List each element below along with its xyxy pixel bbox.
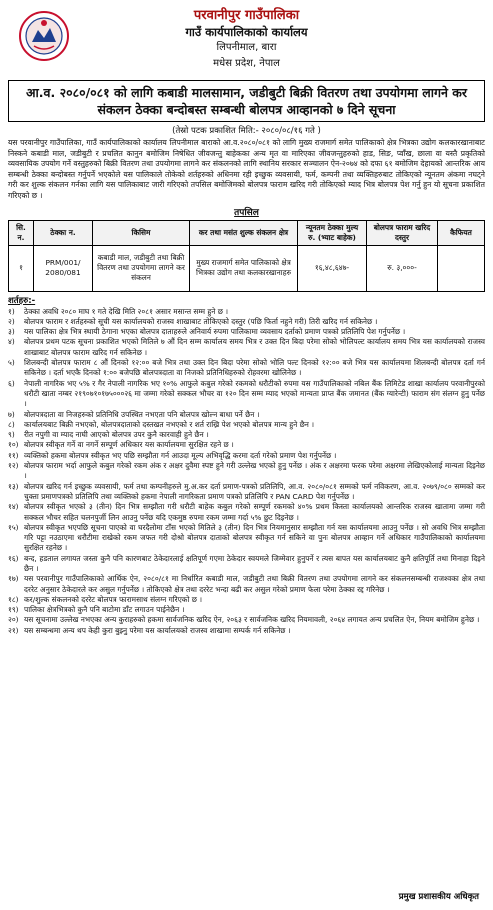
- cell-form-fee: रु. ३,०००-: [367, 245, 438, 291]
- cell-min-amount: १६,४८,६४७-: [298, 245, 367, 291]
- publish-date: (तेस्रो पटक प्रकाशित मिति:- २०८०/०८/१६ गते ): [172, 126, 321, 136]
- term-number: ५): [8, 358, 15, 368]
- col-contract-no-header: ठेक्का न.: [34, 220, 93, 245]
- tender-table: [8, 220, 485, 292]
- list-item: [8, 461, 485, 482]
- list-item: [8, 482, 485, 503]
- term-number: १८): [8, 594, 19, 604]
- signature-block: प्रमुख प्रशासकीय अधिकृत: [398, 892, 479, 902]
- term-number: १७): [8, 574, 19, 584]
- list-item: [8, 420, 485, 430]
- office-header: [8, 6, 485, 78]
- list-item: [8, 605, 485, 615]
- list-item: [8, 327, 485, 337]
- term-number: १): [8, 306, 15, 316]
- term-number: १४): [8, 502, 19, 512]
- term-number: ६): [8, 378, 15, 388]
- term-text: बोलपत्र खरिद गर्न इच्छुक व्यवसायी, फर्म तथा कम्पनीहरुले मु.अ.कर दर्ता प्रमाण-पत्रको प्रतिलिपि, आ.व. २०८०/०८१ सम्मको फर्म नविकरण, आ.व. २०७९/०८० सम्मको कर चुक्ता प्रमाणपत्रको प्रतिलिपि तथा व्यक्तिको हकमा नेपाली नागरिकता प्रमाण पत्रको प्रतिलिपि र PAN CARD पेश गर्नुपर्नेछ ।: [24, 481, 485, 501]
- cell-sn: १: [9, 245, 34, 291]
- term-text: व्यक्तिको हकमा बोलपत्र स्वीकृत भए पछि सम्झौता गर्न आउदा मूल्य अभिवृद्धि करमा दर्ता गरेको प्रमाण पेश गर्नुपर्नेछ ।: [24, 450, 337, 460]
- term-text: बोलपत्रदाता वा निजहरुको प्रतिनिधि उपस्थित नभएता पनि बोलपत्र खोल्न बाधा पर्ने छैन ।: [24, 409, 260, 419]
- cell-remarks: [438, 245, 485, 291]
- term-text: कार्यालयबाट बिक्री नभएको, बोलपत्रदाताको दस्तखत नभएको र शर्त राख्रि पेश भएको बोलपत्र मान्य हुने छैन ।: [24, 419, 315, 429]
- municipality-name: परवानीपुर गाउँपालिका: [193, 8, 300, 23]
- list-item: [8, 307, 485, 317]
- list-item: [8, 615, 485, 625]
- term-number: २): [8, 316, 15, 326]
- term-text: बोलपत्र स्वीकृत गर्ने वा नगर्ने सम्पूर्ण अधिकार यस कार्यालयमा सुरक्षित रहने छ ।: [24, 440, 234, 450]
- term-text: पालिका क्षेत्रभित्रको कुनै पनि बाटोमा डाँट लगाउन पाईनेछैन ।: [24, 605, 185, 615]
- nepal-government-emblem: [18, 10, 70, 62]
- terms-list: [8, 307, 485, 637]
- term-text: बोलपत्र फाराम भर्दा आफुले कबुल गरेको रकम अंक र अक्षर दुवैमा स्पष्ट हुने गरी उल्लेख भएको हुनु पर्नेछ । अंक र अक्षरमा फरक परेमा अक्षरमा लेखिएकोलाई मान्यता दिइनेछ ।: [24, 461, 485, 481]
- term-text: बोलपत्र स्वीकृत भएको ३ (तीन) दिन भित्र सम्झौता गरी धरौटी बाहेक कबुल गरेको सम्पूर्ण रकमको ४०% प्रथम किस्ता कार्यालयको आन्तरिक राजस्व खातामा जम्मा गरी सक्कल भौचर सहित चलनपुर्जी लिन आउनु पर्नेछ यदि एकमुष्ठ रुपमा रकम जम्मा गर्दा ५% छुट दिइनेछ ।: [24, 502, 485, 522]
- term-text: बोलपत्र फाराम र शर्तहरुको सूची यस कार्यालयको राजस्व शाखाबाट तोकिएको दस्तुर (पछि फिर्ता नहुने गरी) तिरी खरिद गर्न सकिनेछ ।: [24, 316, 378, 326]
- cell-type: कबाडी माल, जडीबुटी तथा बिक्री वितरण तथा उपयोगमा लागने कर संकलन: [93, 245, 190, 291]
- term-text: यस पालिका क्षेत्र भित्र स्थायी ठेगाना भएका बोलपत्र दाताहरुले अनिवार्य रुपमा पालिकामा व्यवसाय दर्ताको प्रमाण पत्रको प्रतिलिपि पेश गर्नुपर्नेछ ।: [24, 327, 406, 337]
- col-form-fee-header: बोलपत्र फाराम खरिद दस्तुर: [367, 220, 438, 245]
- term-number: ९): [8, 430, 15, 440]
- term-text: कर/शुल्क संकलनको दररेट बोलपत्र फारामसाथ संलग्न गरिएको छ ।: [24, 594, 203, 604]
- term-text: यस सम्बन्धमा अन्य थप केही कुरा बुझ्नु परेमा यस कार्यालयको राजस्व शाखामा सम्पर्क गर्न सकिनेछ ।: [24, 625, 291, 635]
- term-text: रीत नपुगी वा म्याद नाघी आएको बोलपत्र उपर कुनै कारवाही हुने छैन ।: [24, 430, 209, 440]
- list-item: [8, 317, 485, 327]
- intro-paragraph: यस परवानीपुर गाउँपालिका, गाउँ कार्यपालिकाको कार्यालय लिपनीमाल बाराको आ.व.२०८०/०८१ को लागि मुख्य राजमार्ग समेत पालिकाको क्षेत्र भित्रका उद्योग कलकारखानाबाट निस्कने कबाडी माल, जडीबुटी र प्रचलित कानुन बमोजिम निषेधित जीवजन्तु बाहेकका अन्य मृत वा मारिएका जीवजन्तुहरुको हाड, सिङ, प्वाँख, छाला वा यस्तै प्रकृतिको व्यवसायिक उपयोग गर्ने वस्तुहरुको बिक्री वितरण तथा उपयोगमा लागने कर संकलनको लागि स्थानिय सरकार सञ्चालन ऐन-२०७४ को दफा ६१ बमोजिम देहायको आन्तरिक आय सम्बन्धी ठेक्का बन्दोबस्त गर्नुपर्ने भएकोले यस पालिकाले तोकेको शर्तहरुको अधिनमा रही इच्छुक व्यवसायी, फर्म, कम्पनी तथा व्यक्तिहरुबाट तोकिएको न्यूनतम अंकमा नघट्ने गरी कर शुल्क संकलन गर्नका लागि यस पालिकाबाट जारी गरिएको तपसिल बमोजिमको बोलपत्र फाराम खरिद गरी तोकिएको म्याद भित्र बोलपत्र पेश गर्नु हुन यो सूचना प्रकाशित गरिएको छ ।: [8, 138, 485, 200]
- list-item: [8, 410, 485, 420]
- list-item: [8, 574, 485, 595]
- term-text: यस परवानीपुर गाउँपालिकाको आर्थिक ऐन, २०८०/८१ मा निर्धारित कबाडी माल, जडीबुटी तथा बिक्री वितरण तथा उपयोगमा लागने कर संकलनसम्बन्धी राजश्वका क्षेत्र तथा दररेट अनुसार ठेकेदारले कर असुल गर्नुपर्नेछ । तोकिएको क्षेत्र तथा दररेट भन्दा बढी कर असुल गरेको प्रमाण फेला परेमा ठेक्का रद्द गरिनेछ ।: [24, 574, 485, 594]
- term-number: १३): [8, 481, 19, 491]
- province-country: मधेस प्रदेश, नेपाल: [213, 58, 280, 69]
- list-item: [8, 379, 485, 410]
- list-item: [8, 523, 485, 554]
- schedule-title: तपसिल: [234, 207, 259, 218]
- term-number: ३): [8, 327, 15, 337]
- col-remarks-header: कैफियत: [438, 220, 485, 245]
- list-item: [8, 451, 485, 461]
- col-type-header: किसिम: [93, 220, 190, 245]
- term-text: यस सूचनामा उल्लेख नभएका अन्य कुराहरुको हकमा सार्वजनिक खरिद ऐन, २०६३ र सार्वजनिक खरिद नियमावली, २०६४ लगायत अन्य प्रचलित ऐन, नियम बमोजिम हुनेछ ।: [24, 615, 480, 625]
- term-text: शिलबन्दी बोलपत्र फाराम ८ औं दिनको १२:०० बजे भित्र तथा उक्त दिन बिदा परेमा सोको भोलि पल्ट दिनको १२:०० बजे भित्र यस कार्यालयमा शिलबन्दी बोलपत्र दर्ता गर्न सकिनेछ । दर्ता भएकै दिनको १:०० बजेपछि बोलपत्रदाता वा निजको प्रतिनिधिहरुको रोहवरमा खोलिनेछ ।: [24, 358, 485, 378]
- table-row: [9, 245, 485, 291]
- list-item: [8, 358, 485, 379]
- col-sn-header: सि. न.: [9, 220, 34, 245]
- term-number: ४): [8, 337, 15, 347]
- office-name: गाउँ कार्यपालिकाको कार्यालय: [185, 25, 308, 39]
- term-number: १९): [8, 605, 19, 615]
- term-number: १०): [8, 440, 19, 450]
- list-item: [8, 337, 485, 358]
- term-number: ११): [8, 450, 19, 460]
- term-number: १५): [8, 522, 19, 532]
- list-item: [8, 595, 485, 605]
- notice-title: आ.व. २०८०/०८१ को लागि कबाडी मालसामान, जडीबुटी बिक्री वितरण तथा उपयोगमा लागने कर संकलन ठेक्का बन्दोबस्त सम्बन्धी बोलपत्र आव्हानको ७ दिने सूचना: [8, 80, 485, 122]
- term-text: बोलपत्र स्वीकृत भएपछि सूचना पाएको वा घरदैलोमा टाँस भएको मितिले ३ (तीन) दिन भित्र नियमानुसार सम्झौता गर्न यस कार्यालयमा आउनु पर्नेछ । सो अवधि भित्र सम्झौता गरि पट्टा नउठाएमा धरौटीमा राखेको रकम जफत गरी दोश्रो बोलपत्र दाताको बोलपत्र स्वीकृत गर्न सकिने वा पुनः बोलपत्र आव्हान गर्ने अधिकार गाउँपालिकाको कार्यालयमा सुरक्षित रहनेछ ।: [24, 522, 485, 553]
- term-number: १६): [8, 553, 19, 563]
- term-number: २०): [8, 615, 19, 625]
- list-item: [8, 502, 485, 523]
- col-area-header: कर तथा मसंत शुल्क संकलन क्षेत्र: [190, 220, 298, 245]
- term-number: ८): [8, 419, 15, 429]
- office-location: लिपनीमाल, बारा: [216, 42, 277, 53]
- list-item: [8, 430, 485, 440]
- term-number: १२): [8, 461, 19, 471]
- cell-area: मुख्य राजमार्ग समेत पालिकाको क्षेत्र भित्रका उद्योग तथा कलकारखानाहरु: [190, 245, 298, 291]
- list-item: [8, 626, 485, 636]
- term-text: नेपाली नागरिक भए ५% र गैर नेपाली नागरिक भए १०% आफुले कबुल गरेको रकमको धरौटीको रुपमा यस गाउँपालिकाको नबिल बैंक लिमिटेड शाखा कार्यालय परवानीपुरको धरौटी खाता नम्बर २१९०७१०१७५०००२६ मा जम्मा गरेको सक्कल भौचर वा १२० दिन सम्म म्याद भएको मान्यता प्राप्त बैंक जमानत (बैंक ग्यारेन्टी) फाराम संग संलग्न हुनु पर्नेछ ।: [24, 378, 485, 409]
- list-item: [8, 440, 485, 450]
- cell-contract-no: PRM/001/ 2080/081: [34, 245, 93, 291]
- list-item: [8, 554, 485, 575]
- table-header-row: [9, 220, 485, 245]
- term-number: ७): [8, 409, 15, 419]
- terms-title: शर्तहरु:-: [8, 295, 36, 306]
- term-text: ठेक्का अवधि २०८० माघ १ गते देखि मिति २०८१ असार मसान्त सम्म हुने छ ।: [24, 306, 229, 316]
- term-text: बन्द, हडताल लगायत जस्ता कुनै पनि कारणबाट ठेकेदारलाई क्षतिपूर्ण गएमा ठेकेदार स्वयमले जिम्मेवार हुनुपर्ने र त्यस बापत यस कार्यालयबाट कुनै क्षतिपूर्ति तथा मिनाहा दिइने छैन ।: [24, 553, 485, 573]
- term-number: २१): [8, 625, 19, 635]
- col-min-amount-header: न्यूनतम ठेक्का मुल्य रु. (भ्याट बाहेक): [298, 220, 367, 245]
- term-text: बोलपत्र प्रथम पटक सूचना प्रकाशित भएको मितिले ७ औं दिन सम्म कार्यालय समय भित्र र उक्त दिन बिदा परेमा सोको भोलिपल्ट कार्यालय समय भित्र यस कार्यालयको राजस्व शाखाबाट बोलपत्र फाराम खरिद गर्न सकिनेछ ।: [24, 337, 485, 357]
